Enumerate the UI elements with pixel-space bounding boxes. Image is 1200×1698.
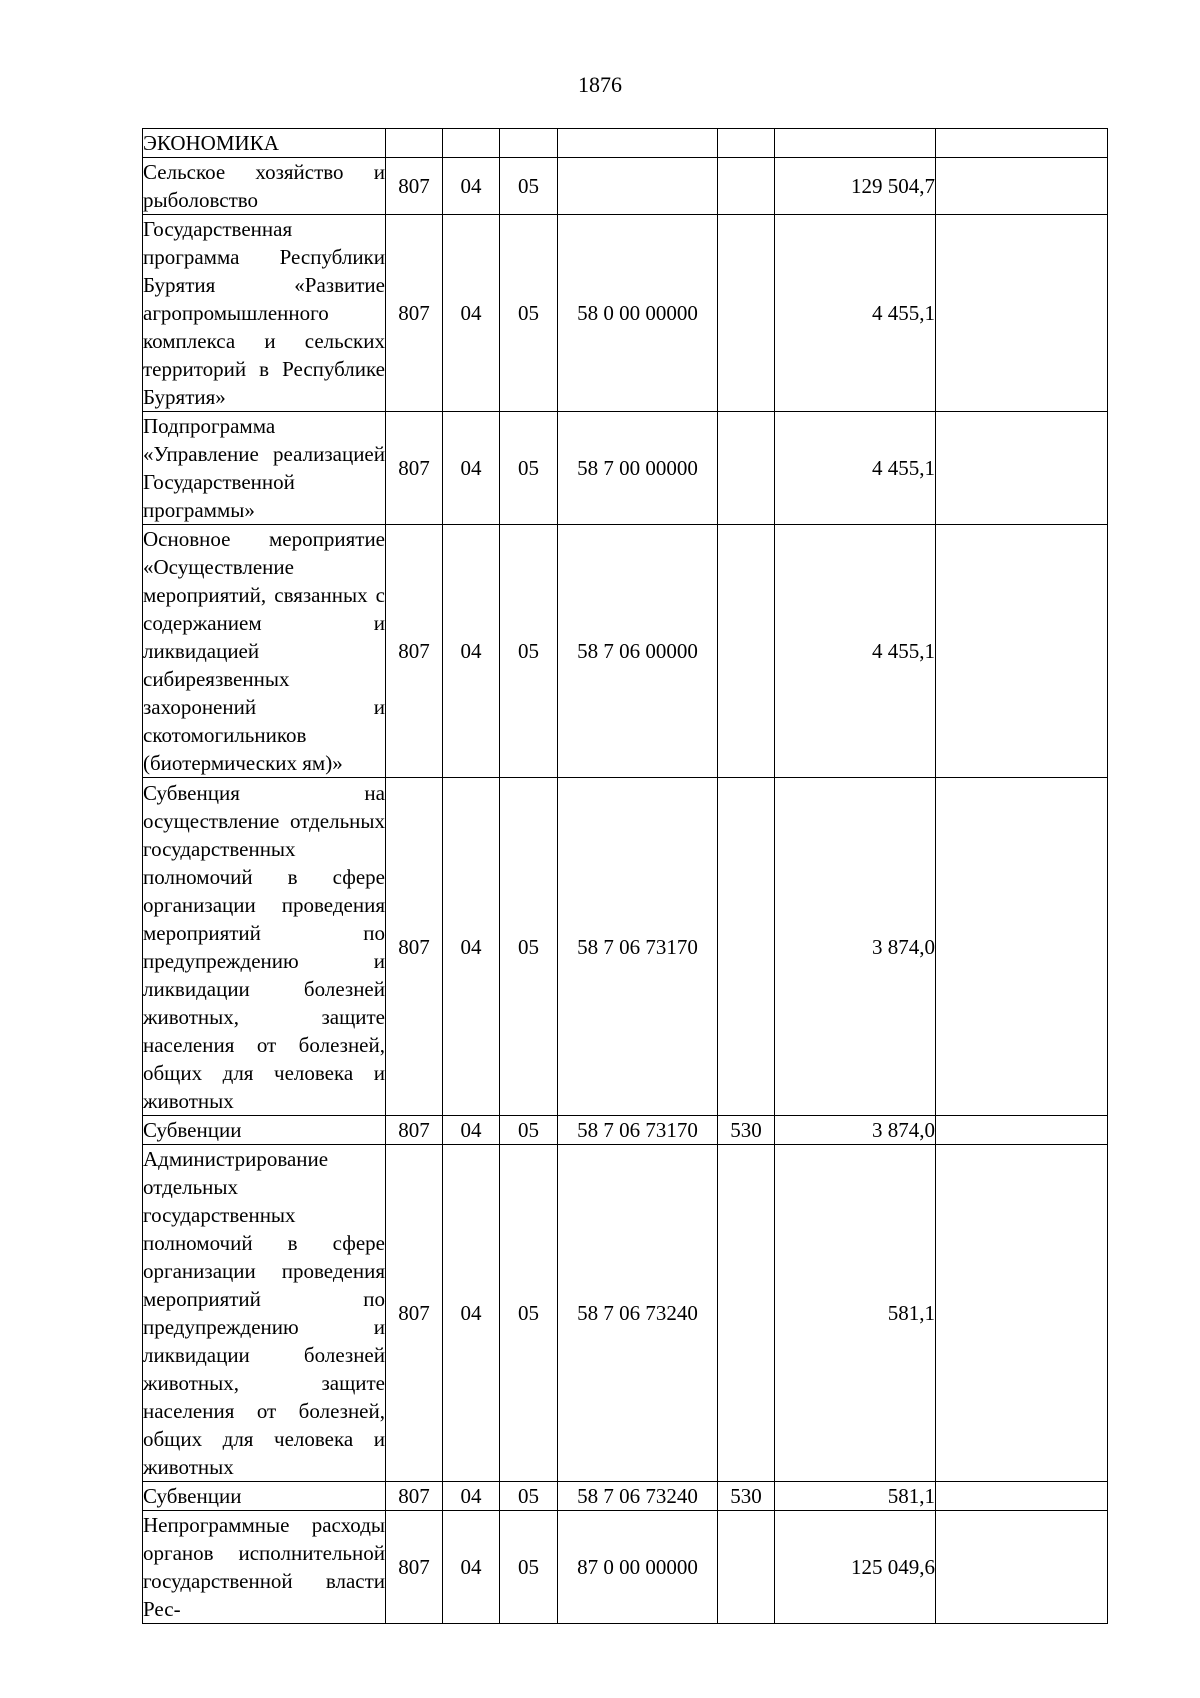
table-row	[143, 412, 1108, 525]
cell-sum: 581,1	[775, 1482, 936, 1511]
row-name: Основное мероприятие «Осуществление мероприятий, связанных с содержанием и ликвидацией сибиреязвенных захоронений и скотомогильников (биотермических ям)»	[143, 525, 386, 778]
cell-ved: 807	[386, 1116, 443, 1145]
row-name: Подпрограмма «Управление реализацией Государственной программы»	[143, 412, 386, 525]
cell-ved: 807	[386, 1511, 443, 1624]
cell-pr: 05	[500, 525, 558, 778]
cell-csr: 58 7 00 00000	[558, 412, 718, 525]
cell-extra	[936, 525, 1108, 778]
cell-rz: 04	[443, 525, 500, 778]
cell-vr	[718, 129, 775, 158]
cell-vr	[718, 412, 775, 525]
row-name: Субвенции	[143, 1116, 386, 1145]
table-row	[143, 1511, 1108, 1624]
cell-vr	[718, 778, 775, 1116]
cell-pr	[500, 129, 558, 158]
cell-sum: 4 455,1	[775, 525, 936, 778]
row-name: Непрограммные расходы органов исполнительной государственной власти Рес-	[143, 1511, 386, 1624]
cell-csr: 58 7 06 00000	[558, 525, 718, 778]
cell-extra	[936, 1482, 1108, 1511]
cell-rz: 04	[443, 1116, 500, 1145]
cell-sum: 3 874,0	[775, 1116, 936, 1145]
cell-extra	[936, 215, 1108, 412]
table-row	[143, 158, 1108, 215]
cell-sum: 3 874,0	[775, 778, 936, 1116]
cell-ved	[386, 129, 443, 158]
cell-extra	[936, 778, 1108, 1116]
cell-pr: 05	[500, 1145, 558, 1482]
table-row	[143, 1482, 1108, 1511]
row-name: Субвенции	[143, 1482, 386, 1511]
row-name: Администрирование отдельных государственных полномочий в сфере организации проведения мероприятий по предупреждению и ликвидации болезней животных, защите населения от болезней, общих для человека и животных	[143, 1145, 386, 1482]
cell-sum	[775, 129, 936, 158]
budget-table	[142, 128, 1108, 1624]
cell-ved: 807	[386, 215, 443, 412]
cell-csr: 58 7 06 73170	[558, 1116, 718, 1145]
table-row	[143, 215, 1108, 412]
row-name: Субвенция на осуществление отдельных государственных полномочий в сфере организации проведения мероприятий по предупреждению и ликвидации болезней животных, защите населения от болезней, общих для человека и животных	[143, 778, 386, 1116]
cell-vr	[718, 1511, 775, 1624]
table-row	[143, 1145, 1108, 1482]
cell-sum: 4 455,1	[775, 412, 936, 525]
cell-rz	[443, 129, 500, 158]
cell-csr: 58 7 06 73170	[558, 778, 718, 1116]
cell-vr: 530	[718, 1116, 775, 1145]
cell-csr	[558, 158, 718, 215]
cell-pr: 05	[500, 1116, 558, 1145]
cell-extra	[936, 1511, 1108, 1624]
cell-vr: 530	[718, 1482, 775, 1511]
cell-rz: 04	[443, 778, 500, 1116]
row-name: ЭКОНОМИКА	[143, 129, 386, 158]
cell-extra	[936, 158, 1108, 215]
table-row	[143, 778, 1108, 1116]
cell-sum: 129 504,7	[775, 158, 936, 215]
cell-vr	[718, 1145, 775, 1482]
cell-extra	[936, 1145, 1108, 1482]
cell-ved: 807	[386, 525, 443, 778]
cell-ved: 807	[386, 412, 443, 525]
cell-sum: 125 049,6	[775, 1511, 936, 1624]
cell-extra	[936, 1116, 1108, 1145]
cell-ved: 807	[386, 778, 443, 1116]
cell-rz: 04	[443, 412, 500, 525]
row-name: Государственная программа Республики Бурятия «Развитие агропромышленного комплекса и сельских территорий в Республике Бурятия»	[143, 215, 386, 412]
row-name: Сельское хозяйство и рыболовство	[143, 158, 386, 215]
cell-pr: 05	[500, 215, 558, 412]
cell-vr	[718, 525, 775, 778]
cell-sum: 4 455,1	[775, 215, 936, 412]
cell-vr	[718, 215, 775, 412]
table-row	[143, 525, 1108, 778]
cell-csr: 58 7 06 73240	[558, 1482, 718, 1511]
cell-rz: 04	[443, 158, 500, 215]
table-row	[143, 1116, 1108, 1145]
cell-pr: 05	[500, 1482, 558, 1511]
table-row	[143, 129, 1108, 158]
page-number: 1876	[578, 72, 622, 97]
cell-pr: 05	[500, 412, 558, 525]
cell-rz: 04	[443, 1482, 500, 1511]
cell-csr: 58 7 06 73240	[558, 1145, 718, 1482]
cell-csr	[558, 129, 718, 158]
cell-csr: 58 0 00 00000	[558, 215, 718, 412]
cell-ved: 807	[386, 1145, 443, 1482]
cell-rz: 04	[443, 1145, 500, 1482]
cell-pr: 05	[500, 778, 558, 1116]
cell-rz: 04	[443, 215, 500, 412]
cell-vr	[718, 158, 775, 215]
cell-extra	[936, 129, 1108, 158]
cell-ved: 807	[386, 1482, 443, 1511]
cell-csr: 87 0 00 00000	[558, 1511, 718, 1624]
cell-extra	[936, 412, 1108, 525]
cell-rz: 04	[443, 1511, 500, 1624]
cell-pr: 05	[500, 158, 558, 215]
cell-ved: 807	[386, 158, 443, 215]
cell-sum: 581,1	[775, 1145, 936, 1482]
cell-pr: 05	[500, 1511, 558, 1624]
